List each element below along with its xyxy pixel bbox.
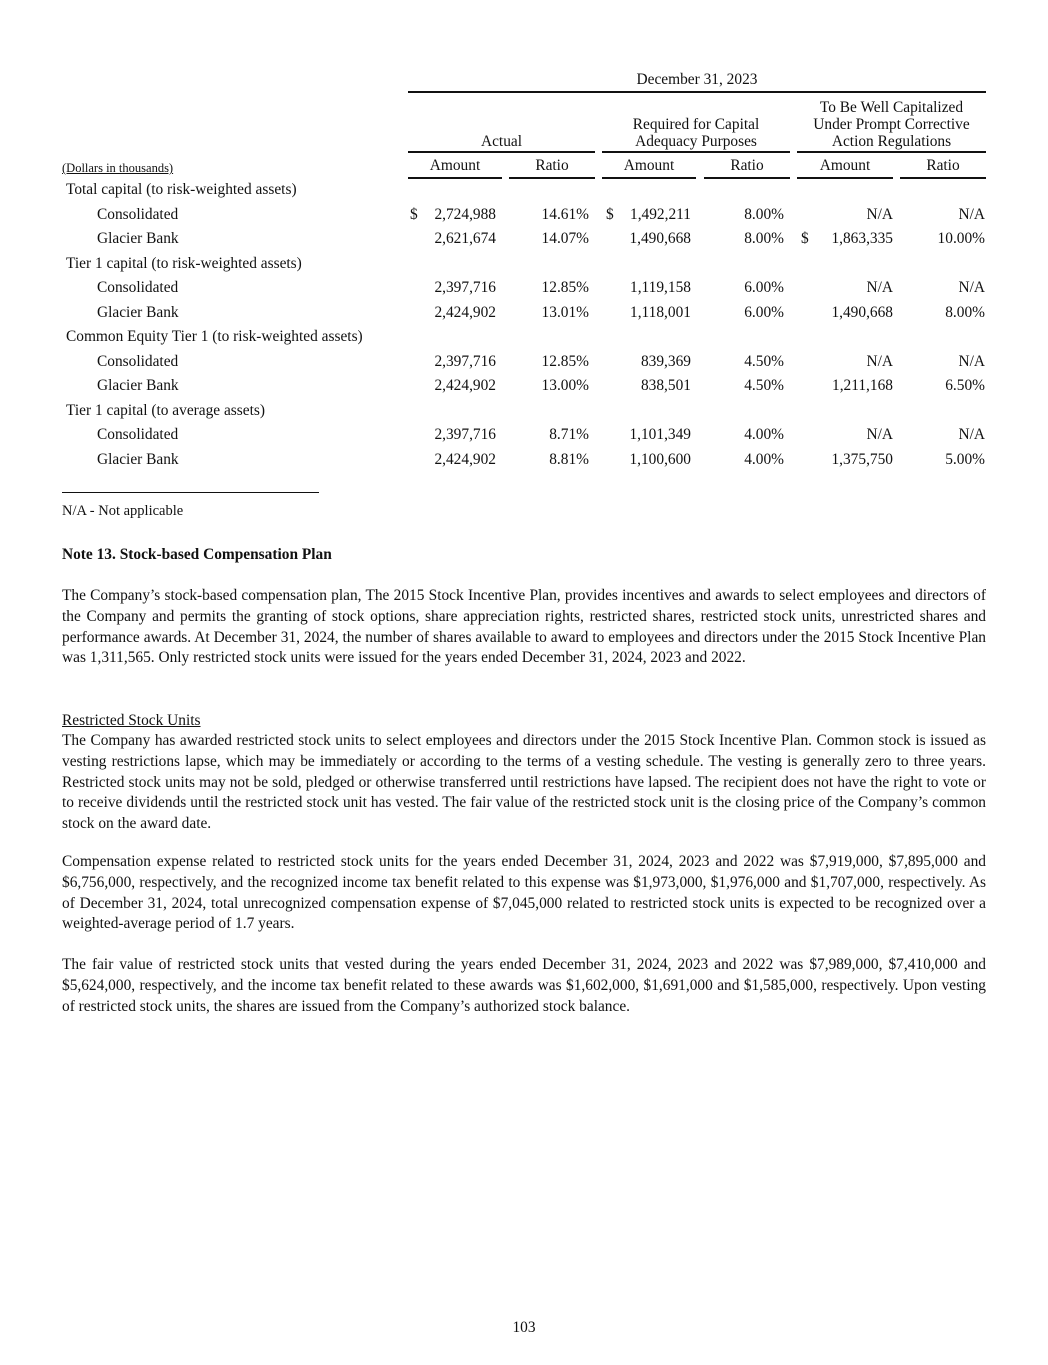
cell-actual-ratio: 12.85% <box>541 352 589 370</box>
section-title: Common Equity Tier 1 (to risk-weighted assets) <box>66 328 363 345</box>
cell-well-amount: 1,490,668 <box>831 303 893 321</box>
cell-well-ratio: N/A <box>958 352 985 370</box>
cell-actual-amount: 2,397,716 <box>434 426 496 443</box>
group-header-required <box>602 116 790 150</box>
column-header-required-amount: Amount <box>623 157 675 174</box>
cell-well-amount: 1,863,335 <box>831 230 893 247</box>
cell-actual-amount: 2,397,716 <box>434 352 496 370</box>
cell-well-ratio: 6.50% <box>945 377 985 394</box>
footnote-text: N/A - Not applicable <box>62 503 184 519</box>
section-title: Tier 1 capital (to risk-weighted assets) <box>66 254 302 272</box>
table-period-header: December 31, 2023 <box>636 71 758 88</box>
group-header-line: Actual <box>480 133 523 150</box>
table-row <box>0 276 1048 301</box>
cell-well-amount: N/A <box>866 426 893 443</box>
entity-label: Glacier Bank <box>97 230 179 247</box>
entity-label: Consolidated <box>97 426 179 443</box>
header-rule-top <box>408 91 986 93</box>
cell-well-amount: N/A <box>866 205 893 223</box>
table-row <box>0 301 1048 326</box>
cell-required-amount: 1,492,211 <box>630 205 691 223</box>
group-header-well-capitalized <box>797 99 986 150</box>
cell-actual-ratio: 13.00% <box>541 377 589 394</box>
entity-label: Consolidated <box>97 279 179 296</box>
cell-actual-ratio: 8.81% <box>549 450 589 468</box>
column-header-actual-amount: Amount <box>429 157 481 174</box>
cell-well-amount: N/A <box>866 352 893 370</box>
cell-required-ratio: 4.00% <box>744 426 784 443</box>
cell-well-ratio: N/A <box>958 426 985 443</box>
cell-required-amount: 1,118,001 <box>630 303 691 321</box>
cell-required-ratio: 4.50% <box>744 377 784 394</box>
table-row <box>0 448 1048 473</box>
cell-actual-ratio: 14.07% <box>541 230 589 247</box>
table-row <box>0 350 1048 375</box>
cell-actual-amount: 2,397,716 <box>434 279 496 296</box>
currency-symbol: $ <box>410 205 418 223</box>
group-header-line: Required for Capital <box>632 116 760 133</box>
group-rule-required <box>602 151 790 153</box>
group-header-line: Under Prompt Corrective <box>813 116 970 133</box>
group-rule-well-capitalized <box>797 151 986 153</box>
cell-well-amount: 1,375,750 <box>831 450 893 468</box>
table-row <box>0 374 1048 399</box>
units-note: (Dollars in thousands) <box>62 161 174 175</box>
column-header-actual-ratio: Ratio <box>535 157 569 174</box>
entity-label: Glacier Bank <box>97 377 179 394</box>
currency-symbol: $ <box>801 230 809 247</box>
table-row <box>0 227 1048 252</box>
cell-well-amount: 1,211,168 <box>832 377 893 394</box>
cell-required-ratio: 4.00% <box>744 450 784 468</box>
compensation-expense-paragraph: Compensation expense related to restricted stock units for the years ended December 31, 2024, 2023 and 2022 was $7,919,000, $7,895,000 and $6,756,000, respectively, and the recognized income tax benefit related to this expense was $1,973,000, $1,976,000 and $1,707,000, respectively. As of December 31, 2024, total unrecognized compensation expense of $7,045,000 related to restricted stock units is expected to be recognized over a weighted-average period of 1.7 years. <box>62 853 986 933</box>
section-header-row <box>0 399 1048 424</box>
entity-label: Glacier Bank <box>97 450 179 468</box>
group-header-actual <box>408 133 595 150</box>
entity-label: Consolidated <box>97 205 179 223</box>
cell-required-amount: 839,369 <box>640 352 691 370</box>
footnote-divider <box>62 492 319 493</box>
cell-actual-amount: 2,621,674 <box>434 230 496 247</box>
cell-required-amount: 1,119,158 <box>630 279 691 296</box>
cell-actual-amount: 2,424,902 <box>434 377 496 394</box>
cell-required-amount: 838,501 <box>640 377 691 394</box>
cell-actual-ratio: 13.01% <box>541 303 589 321</box>
cell-well-ratio: N/A <box>958 205 985 223</box>
section-header-row <box>0 252 1048 277</box>
cell-actual-amount: 2,424,902 <box>434 303 496 321</box>
cell-actual-ratio: 14.61% <box>541 205 589 223</box>
group-header-line: Action Regulations <box>831 133 952 150</box>
cell-well-ratio: N/A <box>958 279 985 296</box>
cell-required-amount: 1,101,349 <box>629 426 691 443</box>
rsu-subheading: Restricted Stock Units <box>62 712 201 729</box>
cell-actual-ratio: 12.85% <box>541 279 589 296</box>
cell-well-amount: N/A <box>866 279 893 296</box>
column-header-required-ratio: Ratio <box>730 157 764 174</box>
entity-label: Consolidated <box>97 352 179 370</box>
column-header-well-ratio: Ratio <box>926 157 960 174</box>
rsu-paragraph: The Company has awarded restricted stock units to select employees and directors under the 2015 Stock Incentive Plan. Common stock is issued as vesting restrictions lapse, which may be immediately or according to the terms of a vesting schedule. The vesting is generally zero to three years. Restricted stock units may not be sold, pledged or otherwise transferred until restrictions have lapsed. The recipient does not have the right to vote or to receive dividends until the restricted stock unit has vested. The fair value of the restricted stock unit is the closing price of the Company’s common stock on the award date. <box>62 732 986 833</box>
cell-required-ratio: 8.00% <box>744 205 784 223</box>
section-header-row <box>0 178 1048 203</box>
cell-required-ratio: 4.50% <box>744 352 784 370</box>
cell-required-amount: 1,100,600 <box>629 450 691 468</box>
group-header-line: Adequacy Purposes <box>635 133 757 150</box>
cell-actual-ratio: 8.71% <box>549 426 589 443</box>
table-row <box>0 203 1048 228</box>
note-intro-paragraph: The Company’s stock-based compensation plan, The 2015 Stock Incentive Plan, provides incentives and awards to select employees and directors of the Company and permits the granting of stock options, share appreciation rights, restricted shares, restricted stock units, unrestricted shares and performance awards. At December 31, 2024, the number of shares available to award to employees and directors under the 2015 Stock Incentive Plan was 1,311,565. Only restricted stock units were issued for the years ended December 31, 2024, 2023 and 2022. <box>62 587 986 667</box>
cell-required-ratio: 6.00% <box>744 279 784 296</box>
cell-actual-amount: 2,424,902 <box>434 450 496 468</box>
cell-well-ratio: 5.00% <box>945 450 985 468</box>
column-header-well-amount: Amount <box>819 157 871 174</box>
page-number: 103 <box>512 1319 536 1336</box>
cell-required-ratio: 6.00% <box>744 303 784 321</box>
table-row <box>0 423 1048 448</box>
currency-symbol: $ <box>606 205 614 223</box>
fair-value-paragraph: The fair value of restricted stock units that vested during the years ended December 31, 2024, 2023 and 2022 was $7,989,000, $7,410,000 and $5,624,000, respectively, and the income tax benefit related to these awards was $1,602,000, $1,691,000 and $1,585,000, respectively. Upon vesting of restricted stock units, the shares are issued from the Company’s authorized stock balance. <box>62 956 986 1015</box>
entity-label: Glacier Bank <box>97 303 179 321</box>
cell-required-ratio: 8.00% <box>744 230 784 247</box>
note-title: Note 13. Stock-based Compensation Plan <box>62 546 332 563</box>
cell-required-amount: 1,490,668 <box>629 230 691 247</box>
section-title: Tier 1 capital (to average assets) <box>66 401 266 419</box>
group-rule-actual <box>408 151 595 153</box>
cell-actual-amount: 2,724,988 <box>434 205 496 223</box>
cell-well-ratio: 8.00% <box>945 303 985 321</box>
cell-well-ratio: 10.00% <box>937 230 985 247</box>
section-title: Total capital (to risk-weighted assets) <box>66 181 297 198</box>
section-header-row <box>0 325 1048 350</box>
group-header-line: To Be Well Capitalized <box>819 99 964 116</box>
